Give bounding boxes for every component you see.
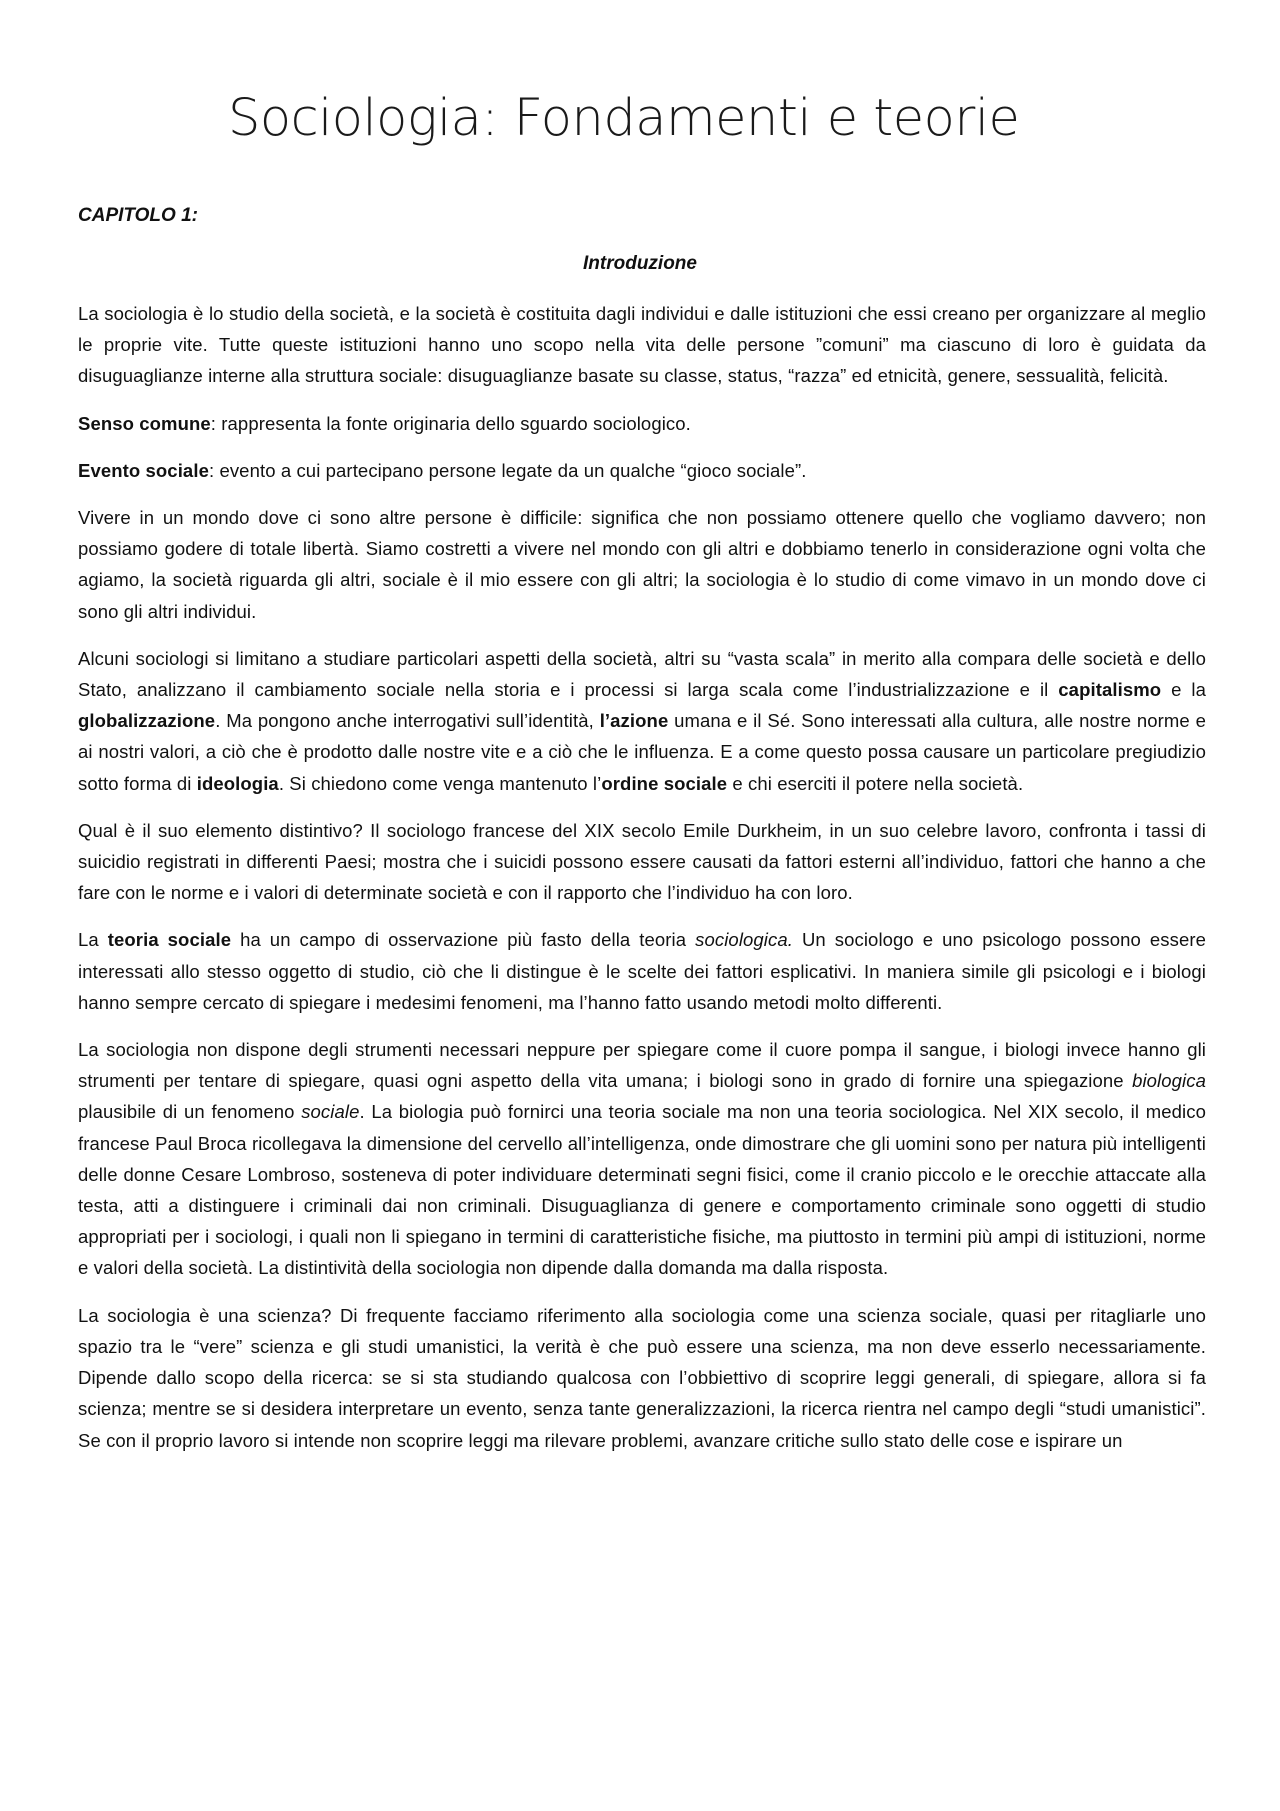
paragraph-text: La sociologia non dispone degli strumenti necessari neppure per spiegare come il cuore pompa il sangue, i biologi invece hanno gli strumenti per tentare di spiegare, quasi ogni aspetto della vita umana; i biologi sono in grado di fornire una spiegazione xyxy=(78,1039,1206,1092)
paragraph-text: Alcuni sociologi si limitano a studiare particolari aspetti della società, altri su “vasta scala” in merito alla compara delle società e dello Stato, analizzano il cambiamento sociale nella storia e i processi si larga scala come l’industrializzazione e il xyxy=(78,647,1206,701)
term-capitalismo: capitalismo xyxy=(1058,679,1162,701)
paragraph-text: plausibile di un fenomeno xyxy=(78,1101,302,1123)
paragraph-text: e chi eserciti il potere nella società. xyxy=(727,772,1024,794)
paragraph-senso-comune xyxy=(78,408,1206,439)
paragraph-text: . Ma pongono anche interrogativi sull’identità, xyxy=(215,710,600,732)
paragraph-sociologi xyxy=(78,643,1206,799)
paragraph-text: : evento a cui partecipano persone legate da un qualche “gioco sociale”. xyxy=(208,459,807,481)
document-body xyxy=(78,298,1206,1472)
paragraph-text: . Si chiedono come venga mantenuto l’ xyxy=(278,772,602,794)
term-ideologia: ideologia xyxy=(196,772,279,794)
term-sociologica: sociologica. xyxy=(695,929,793,951)
term-sociale: sociale xyxy=(301,1101,360,1123)
section-heading: Introduzione xyxy=(583,253,697,274)
paragraph-text: : rappresenta la fonte originaria dello sguardo sociologico. xyxy=(210,412,691,434)
paragraph-text: La xyxy=(78,929,108,951)
paragraph-biologia xyxy=(78,1034,1206,1284)
paragraph-text: ha un campo di osservazione più fasto della teoria xyxy=(231,929,696,951)
term-azione: l’azione xyxy=(599,710,669,732)
paragraph-text: Un sociologo e uno psicologo possono essere interessati allo stesso oggetto di studio, ciò che li distingue è le scelte dei fattori esplicativi. In maniera simile gli psicologi e i biologi hanno sempre cercato di spiegare i medesimi fenomeni, ma l’hanno fatto usando metodi molto differenti. xyxy=(78,929,1206,1013)
chapter-label: CAPITOLO 1: xyxy=(78,205,198,226)
term-globalizzazione: globalizzazione xyxy=(78,710,216,732)
document-title: Sociologia: Fondamenti e teorie xyxy=(228,89,1020,148)
paragraph-durkheim: Qual è il suo elemento distintivo? Il sociologo francese del XIX secolo Emile Durkheim, in un suo celebre lavoro, confronta i tassi di suicidio registrati in differenti Paesi; mostra che i suicidi possono essere causati da fattori esterni all’individuo, fattori che hanno a che fare con le norme e i valori di determinate società e con il rapporto che l’individuo ha con loro. xyxy=(78,819,1206,904)
term-evento-sociale: Evento sociale xyxy=(78,459,209,481)
paragraph-text: e la xyxy=(1161,679,1207,701)
term-biologica: biologica xyxy=(1132,1070,1206,1092)
paragraph-vivere: Vivere in un mondo dove ci sono altre persone è difficile: significa che non possiamo ottenere quello che vogliamo davvero; non possiamo godere di totale libertà. Siamo costretti a vivere nel mondo con gli altri e dobbiamo tenerlo in considerazione ogni volta che agiamo, la società riguarda gli altri, sociale è il mio essere con gli altri; la sociologia è lo studio di come vimavo in un mondo dove ci sono gli altri individui. xyxy=(78,507,1206,622)
paragraph-text: umana e il Sé. Sono interessati alla cultura, alle nostre norme e ai nostri valori, a ciò che è prodotto dalle nostre vite e a ciò che le influenza. E a come questo possa causare un particolare pregiudizio sotto forma di xyxy=(78,710,1206,794)
paragraph-definition: La sociologia è lo studio della società, e la società è costituita dagli individui e dalle istituzioni che essi creano per organizzare al meglio le proprie vite. Tutte queste istituzioni hanno uno scopo nella vita delle persone ”comuni” ma ciascuno di loro è guidata da disuguaglianze interne alla struttura sociale: disuguaglianze basate su classe, status, “razza” ed etnicità, genere, sessualità, felicità. xyxy=(78,303,1206,387)
paragraph-evento-sociale xyxy=(78,455,1206,486)
paragraph-scienza: La sociologia è una scienza? Di frequente facciamo riferimento alla sociologia come una scienza sociale, quasi per ritagliarle uno spazio tra le “vere” scienza e gli studi umanistici, la verità è che può essere una scienza, ma non deve esserlo necessariamente. Dipende dallo scopo della ricerca: se si sta studiando qualcosa con l’obbiettivo di scoprire leggi generali, di spiegare, allora si fa scienza; mentre se si desidera interpretare un evento, senza tante generalizzazioni, la ricerca rientra nel campo degli “studi umanistici”. Se con il proprio lavoro si intende non scoprire leggi ma rilevare problemi, avanzare critiche sullo stato delle cose e ispirare un xyxy=(78,1304,1206,1451)
paragraph-text: . La biologia può fornirci una teoria sociale ma non una teoria sociologica. Nel XIX secolo, il medico francese Paul Broca ricollegava la dimensione del cervello all’intelligenza, onde dimostrare che gli uomini sono per natura più intelligenti delle donne Cesare Lombroso, sosteneva di poter individuare determinati segni fisici, come il cranio piccolo e le orecchie attaccate alla testa, atti a distinguere i criminali dai non criminali. Disuguaglianza di genere e comportamento criminale sono oggetti di studio appropriati per i sociologi, i quali non li spiegano in termini di caratteristiche fisiche, ma piuttosto in termini più ampi di istituzioni, norme e valori della società. La distintività della sociologia non dipende dalla domanda ma dalla risposta. xyxy=(78,1101,1206,1279)
paragraph-teoria-sociale xyxy=(78,924,1206,1018)
term-ordine-sociale: ordine sociale xyxy=(601,772,728,794)
term-teoria-sociale: teoria sociale xyxy=(107,929,232,951)
term-senso-comune: Senso comune xyxy=(78,412,211,434)
